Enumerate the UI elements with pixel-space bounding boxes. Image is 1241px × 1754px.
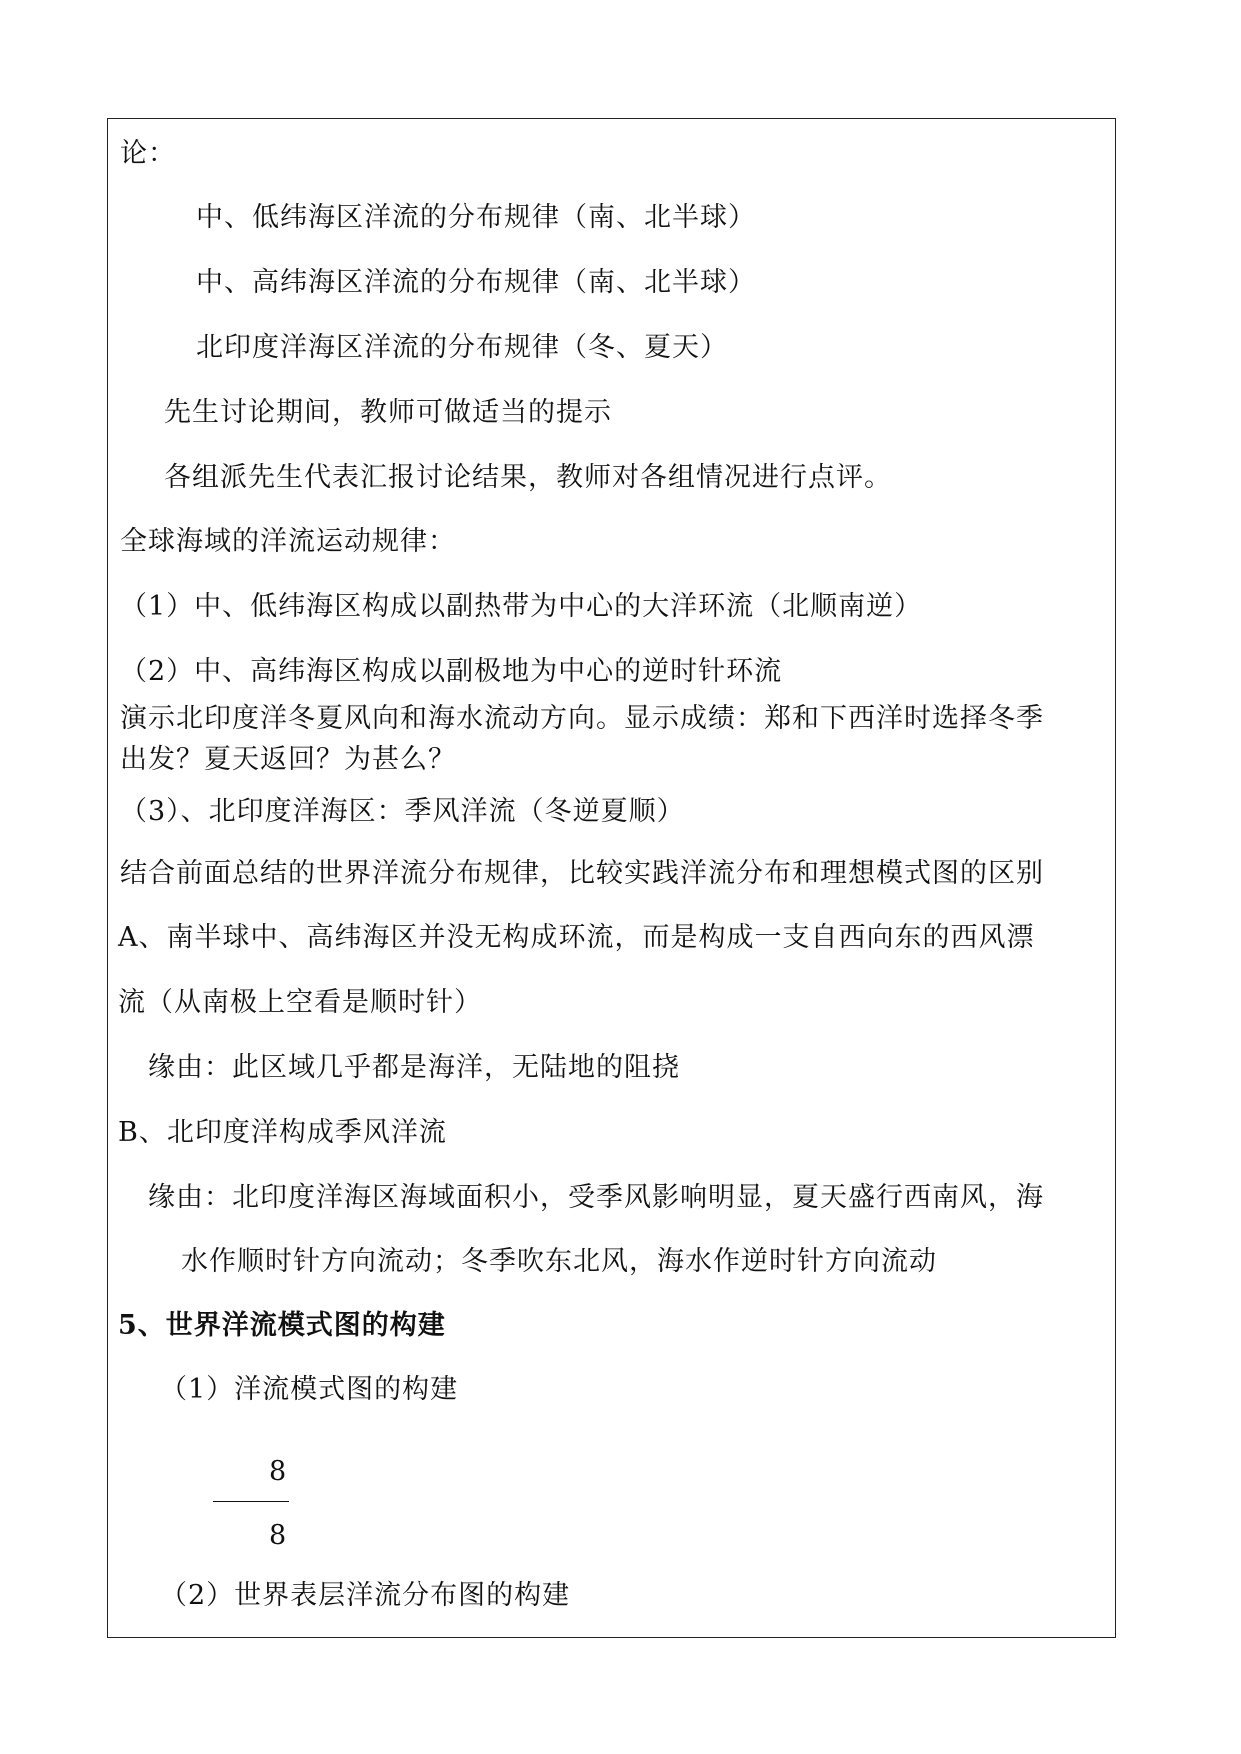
fraction-denominator: 8: [269, 1520, 287, 1551]
text-line-11: 出发？夏天返回？为甚么？: [120, 744, 456, 775]
text-line-17: B、北印度洋构成季风洋流: [118, 1117, 447, 1148]
text-line-10: 演示北印度洋冬夏风向和海水流动方向。显示成绩：郑和下西洋时选择冬季: [120, 703, 1044, 734]
text-line-15: 流（从南极上空看是顺时针）: [118, 987, 482, 1018]
text-line-8: （1）中、低纬海区构成以副热带为中心的大洋环流（北顺南逆）: [120, 591, 923, 622]
text-line-5: 先生讨论期间，教师可做适当的提示: [164, 397, 612, 428]
text-line-6: 各组派先生代表汇报讨论结果，教师对各组情况进行点评。: [164, 462, 892, 493]
fraction-numerator: 8: [269, 1456, 287, 1487]
text-line-9: （2）中、高纬海区构成以副极地为中心的逆时针环流: [120, 656, 783, 687]
text-line-13: 结合前面总结的世界洋流分布规律，比较实践洋流分布和理想模式图的区别: [120, 858, 1044, 889]
text-line-18: 缘由：北印度洋海区海域面积小，受季风影响明显，夏天盛行西南风，海: [148, 1182, 1044, 1213]
text-line-12: （3）、北印度洋海区：季风洋流（冬逆夏顺）: [120, 796, 685, 827]
text-line-3: 中、高纬海区洋流的分布规律（南、北半球）: [196, 267, 756, 298]
text-line-14: A、南半球中、高纬海区并没无构成环流，而是构成一支自西向东的西风漂: [118, 922, 1035, 953]
subsection-2: （2）世界表层洋流分布图的构建: [160, 1580, 571, 1611]
text-line-16: 缘由：此区域几乎都是海洋，无陆地的阻挠: [148, 1052, 680, 1083]
text-line-7: 全球海域的洋流运动规律：: [120, 526, 456, 557]
text-line-1: 论：: [120, 138, 176, 169]
section-heading: 5、世界洋流模式图的构建: [118, 1310, 446, 1341]
fraction-bar: [213, 1501, 289, 1502]
text-line-2: 中、低纬海区洋流的分布规律（南、北半球）: [196, 202, 756, 233]
text-line-19: 水作顺时针方向流动；冬季吹东北风，海水作逆时针方向流动: [181, 1246, 937, 1277]
text-line-4: 北印度洋海区洋流的分布规律（冬、夏天）: [196, 332, 728, 363]
subsection-1: （1）洋流模式图的构建: [160, 1374, 459, 1405]
